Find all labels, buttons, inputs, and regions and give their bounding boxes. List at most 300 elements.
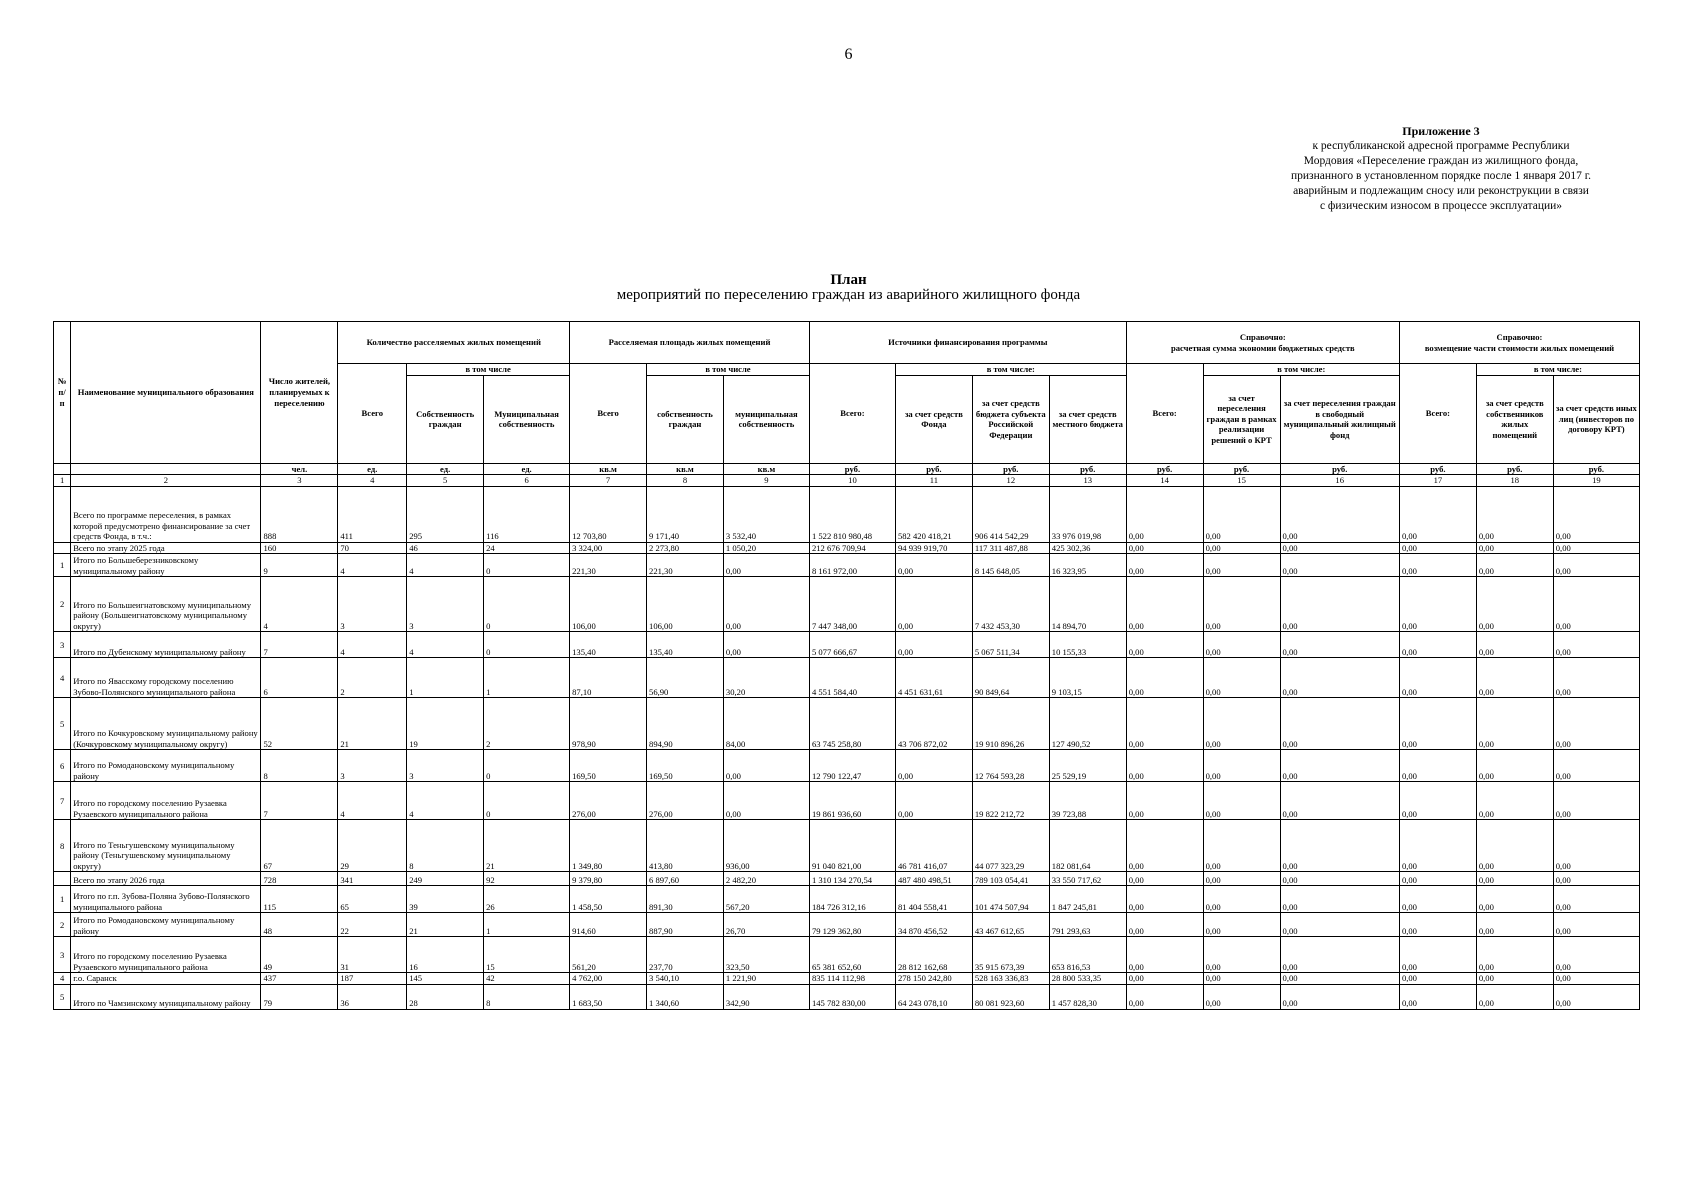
row-value: 169,50 (647, 750, 724, 782)
row-value: 0,00 (1476, 554, 1553, 577)
row-index: 4 (54, 658, 71, 698)
row-value: 0,00 (1553, 577, 1639, 632)
row-value: 0,00 (1553, 782, 1639, 820)
row-value: 0,00 (1553, 486, 1639, 542)
table-row (54, 750, 1640, 782)
row-value: 0,00 (1126, 782, 1203, 820)
column-number-cell: 5 (407, 475, 484, 487)
row-value: 0,00 (1126, 486, 1203, 542)
row-value: 0,00 (1280, 658, 1399, 698)
row-value: 33 550 717,62 (1049, 872, 1126, 886)
table-row (54, 486, 1640, 542)
row-value: 0,00 (1126, 632, 1203, 658)
row-value: 5 067 511,34 (972, 632, 1049, 658)
row-value: 276,00 (570, 782, 647, 820)
unit-cell: руб. (1203, 463, 1280, 475)
row-value: 115 (261, 886, 338, 913)
row-value: 65 (338, 886, 407, 913)
row-value: 101 474 507,94 (972, 886, 1049, 913)
header-eco-free: за счет переселения граждан в свободный муниципальный жилищный фонд (1280, 375, 1399, 463)
row-value: 94 939 919,70 (895, 542, 972, 554)
row-value: 342,90 (723, 984, 809, 1009)
row-value: 0,00 (1203, 872, 1280, 886)
row-value: 0,00 (1280, 698, 1399, 750)
row-value: 0,00 (1553, 632, 1639, 658)
row-value: 12 764 593,28 (972, 750, 1049, 782)
row-value: 0,00 (1399, 698, 1476, 750)
header-comp-incl: в том числе: (1476, 364, 1639, 376)
row-value: 0,00 (1126, 750, 1203, 782)
row-value: 582 420 418,21 (895, 486, 972, 542)
row-value: 0,00 (1553, 913, 1639, 937)
row-value: 0,00 (1126, 886, 1203, 913)
row-value: 7 432 453,30 (972, 577, 1049, 632)
row-value: 35 915 673,39 (972, 937, 1049, 973)
row-value: 0,00 (1203, 820, 1280, 872)
row-value: 0,00 (1399, 937, 1476, 973)
row-value: 10 155,33 (1049, 632, 1126, 658)
row-value: 0,00 (1553, 750, 1639, 782)
row-value: 249 (407, 872, 484, 886)
row-value: 1 457 828,30 (1049, 984, 1126, 1009)
unit-cell: кв.м (647, 463, 724, 475)
unit-cell (54, 463, 71, 475)
row-value: 0,00 (1126, 820, 1203, 872)
unit-cell: ед. (484, 463, 570, 475)
row-value: 0,00 (1280, 937, 1399, 973)
unit-cell: руб. (809, 463, 895, 475)
row-value: 0,00 (1126, 973, 1203, 985)
row-value: 21 (484, 820, 570, 872)
row-name: Итого по Большеигнатовскому муниципальному району (Большеигнатовскому муниципальному округу) (71, 577, 261, 632)
row-value: 0,00 (1476, 698, 1553, 750)
row-value: 0,00 (1553, 984, 1639, 1009)
row-value: 8 (261, 750, 338, 782)
row-value: 8 (484, 984, 570, 1009)
row-value: 0,00 (723, 750, 809, 782)
row-value: 1 310 134 270,54 (809, 872, 895, 886)
row-name: Итого по Чамзинскому муниципальному району (71, 984, 261, 1009)
row-value: 0,00 (1476, 632, 1553, 658)
header-area-total: Всего (570, 364, 647, 464)
row-value: 36 (338, 984, 407, 1009)
row-value: 0,00 (895, 577, 972, 632)
row-value: 1 (484, 658, 570, 698)
plan-title: План (830, 272, 867, 288)
table-row (54, 984, 1640, 1009)
row-value: 0,00 (1476, 937, 1553, 973)
row-value: 1 221,90 (723, 973, 809, 985)
row-value: 4 551 584,40 (809, 658, 895, 698)
row-value: 0,00 (1280, 886, 1399, 913)
row-value: 3 (407, 577, 484, 632)
row-value: 0,00 (1203, 984, 1280, 1009)
row-name: Итого по Теньгушевскому муниципальному району (Теньгушевскому муниципальному округу) (71, 820, 261, 872)
row-index: 4 (54, 973, 71, 985)
row-value: 891,30 (647, 886, 724, 913)
row-value: 0,00 (1553, 937, 1639, 973)
row-name: Всего по программе переселения, в рамках которой предусмотрено финансирование за счет средств Фонда, в т.ч.: (71, 486, 261, 542)
row-value: 0,00 (1399, 554, 1476, 577)
page-number: 6 (844, 46, 853, 63)
row-value: 46 781 416,07 (895, 820, 972, 872)
row-value: 7 (261, 632, 338, 658)
row-value: 1 683,50 (570, 984, 647, 1009)
header-group-rooms: Количество расселяемых жилых помещений (338, 322, 570, 364)
row-value: 127 490,52 (1049, 698, 1126, 750)
row-value: 221,30 (647, 554, 724, 577)
unit-cell: руб. (1553, 463, 1639, 475)
row-name: Итого по Ромодановскому муниципальному району (71, 913, 261, 937)
row-value: 39 (407, 886, 484, 913)
row-value: 341 (338, 872, 407, 886)
row-value: 0,00 (1203, 698, 1280, 750)
row-value: 0,00 (1203, 750, 1280, 782)
table-row (54, 577, 1640, 632)
header-fin-total: Всего: (809, 364, 895, 464)
row-value: 0,00 (1553, 658, 1639, 698)
appendix-line: аварийным и подлежащим сносу или реконструкции в связи (1293, 185, 1589, 197)
row-value: 15 (484, 937, 570, 973)
row-value: 0,00 (1399, 542, 1476, 554)
row-index: 3 (54, 937, 71, 973)
row-value: 936,00 (723, 820, 809, 872)
column-number-cell: 13 (1049, 475, 1126, 487)
row-value: 0,00 (1126, 698, 1203, 750)
column-number-cell: 19 (1553, 475, 1639, 487)
header-area-municipal: муниципальная собственность (723, 375, 809, 463)
row-value: 1 522 810 980,48 (809, 486, 895, 542)
header-eco-incl: в том числе: (1203, 364, 1399, 376)
row-value: 0,00 (1280, 750, 1399, 782)
row-value: 791 293,63 (1049, 913, 1126, 937)
row-value: 0 (484, 750, 570, 782)
row-value: 184 726 312,16 (809, 886, 895, 913)
appendix-line: признанного в установленном порядке после 1 января 2017 г. (1290, 170, 1592, 182)
row-name: Итого по Большеберезниковскому муниципальному району (71, 554, 261, 577)
header-fin-region: за счет средств бюджета субъекта Российской Федерации (972, 375, 1049, 463)
row-value: 19 (407, 698, 484, 750)
row-value: 978,90 (570, 698, 647, 750)
row-value: 0,00 (1126, 984, 1203, 1009)
row-value: 1 349,80 (570, 820, 647, 872)
row-value: 91 040 821,00 (809, 820, 895, 872)
header-rooms-total: Всего (338, 364, 407, 464)
unit-cell: руб. (895, 463, 972, 475)
unit-cell: руб. (1476, 463, 1553, 475)
row-value: 0 (484, 577, 570, 632)
row-value: 3 540,10 (647, 973, 724, 985)
row-value: 0,00 (723, 782, 809, 820)
header-comp-total: Всего: (1399, 364, 1476, 464)
row-value: 0 (484, 782, 570, 820)
row-value: 81 404 558,41 (895, 886, 972, 913)
row-value: 0,00 (1203, 973, 1280, 985)
table-row (54, 973, 1640, 985)
row-value: 1 340,60 (647, 984, 724, 1009)
row-value: 0,00 (1399, 886, 1476, 913)
row-value: 212 676 709,94 (809, 542, 895, 554)
row-value: 2 482,20 (723, 872, 809, 886)
row-name: Итого по Кочкуровскому муниципальному району (Кочкуровскому муниципальному округу) (71, 698, 261, 750)
row-value: 0,00 (1399, 782, 1476, 820)
table-row (54, 542, 1640, 554)
row-value: 0,00 (1126, 554, 1203, 577)
row-value: 29 (338, 820, 407, 872)
row-value: 0,00 (723, 632, 809, 658)
row-value: 92 (484, 872, 570, 886)
row-value: 1 458,50 (570, 886, 647, 913)
row-value: 0,00 (1476, 973, 1553, 985)
table-row (54, 886, 1640, 913)
unit-cell: руб. (972, 463, 1049, 475)
row-value: 31 (338, 937, 407, 973)
unit-cell: ед. (338, 463, 407, 475)
row-value: 0,00 (1553, 872, 1639, 886)
row-value: 0,00 (1203, 886, 1280, 913)
table-row (54, 872, 1640, 886)
header-group-compensation: Справочно: возмещение части стоимости жилых помещений (1399, 322, 1639, 364)
row-value: 21 (407, 913, 484, 937)
row-value: 0,00 (1280, 554, 1399, 577)
row-value: 19 861 936,60 (809, 782, 895, 820)
row-index (54, 542, 71, 554)
row-value: 4 (407, 554, 484, 577)
row-value: 0,00 (1280, 486, 1399, 542)
row-value: 3 (407, 750, 484, 782)
header-group-area: Расселяемая площадь жилых помещений (570, 322, 810, 364)
header-fin-fund: за счет средств Фонда (895, 375, 972, 463)
row-value: 4 (261, 577, 338, 632)
table-row (54, 698, 1640, 750)
row-value: 87,10 (570, 658, 647, 698)
row-value: 12 790 122,47 (809, 750, 895, 782)
row-value: 0,00 (895, 782, 972, 820)
row-value: 26,70 (723, 913, 809, 937)
unit-cell: руб. (1399, 463, 1476, 475)
row-value: 0,00 (1476, 872, 1553, 886)
row-name: г.о. Саранск (71, 973, 261, 985)
row-value: 894,90 (647, 698, 724, 750)
row-value: 0,00 (1476, 750, 1553, 782)
row-value: 237,70 (647, 937, 724, 973)
row-value: 0,00 (1203, 542, 1280, 554)
row-value: 169,50 (570, 750, 647, 782)
row-value: 0,00 (1476, 820, 1553, 872)
row-value: 728 (261, 872, 338, 886)
row-value: 0,00 (1126, 937, 1203, 973)
table-row (54, 554, 1640, 577)
row-value: 182 081,64 (1049, 820, 1126, 872)
row-value: 4 (338, 782, 407, 820)
header-area-private: собственность граждан (647, 375, 724, 463)
row-value: 0,00 (1280, 542, 1399, 554)
row-value: 135,40 (570, 632, 647, 658)
column-number-cell: 10 (809, 475, 895, 487)
row-index: 3 (54, 632, 71, 658)
header-area-incl: в том числе (647, 364, 810, 376)
unit-cell: ед. (407, 463, 484, 475)
row-value: 411 (338, 486, 407, 542)
row-value: 7 447 348,00 (809, 577, 895, 632)
row-value: 0,00 (1280, 577, 1399, 632)
row-value: 28 (407, 984, 484, 1009)
row-index (54, 486, 71, 542)
row-value: 9 379,80 (570, 872, 647, 886)
row-value: 2 273,80 (647, 542, 724, 554)
row-value: 0,00 (1476, 782, 1553, 820)
row-value: 106,00 (570, 577, 647, 632)
column-number-cell: 8 (647, 475, 724, 487)
row-index: 1 (54, 886, 71, 913)
row-value: 14 894,70 (1049, 577, 1126, 632)
column-number-cell: 9 (723, 475, 809, 487)
row-index: 2 (54, 577, 71, 632)
row-value: 487 480 498,51 (895, 872, 972, 886)
row-value: 84,00 (723, 698, 809, 750)
header-residents: Число жителей, планируемых к переселению (261, 322, 338, 464)
table-row (54, 937, 1640, 973)
column-number-cell: 2 (71, 475, 261, 487)
unit-cell (71, 463, 261, 475)
header-fin-incl: в том числе: (895, 364, 1126, 376)
row-value: 0,00 (1476, 886, 1553, 913)
row-name: Итого по Ромодановскому муниципальному району (71, 750, 261, 782)
row-value: 323,50 (723, 937, 809, 973)
header-eco-krt: за счет переселения граждан в рамках реализации решений о КРТ (1203, 375, 1280, 463)
unit-cell: руб. (1049, 463, 1126, 475)
row-value: 16 (407, 937, 484, 973)
row-value: 4 (338, 632, 407, 658)
column-number-cell: 16 (1280, 475, 1399, 487)
row-value: 21 (338, 698, 407, 750)
appendix-title: Приложение 3 (1402, 124, 1480, 138)
row-value: 0,00 (1399, 820, 1476, 872)
row-value: 8 (407, 820, 484, 872)
row-value: 888 (261, 486, 338, 542)
column-number-cell: 3 (261, 475, 338, 487)
row-value: 0,00 (1126, 913, 1203, 937)
row-value: 22 (338, 913, 407, 937)
row-value: 0,00 (1280, 913, 1399, 937)
row-index (54, 872, 71, 886)
row-value: 906 414 542,29 (972, 486, 1049, 542)
unit-cell: чел. (261, 463, 338, 475)
row-value: 67 (261, 820, 338, 872)
header-comp-investors: за счет средств иных лиц (инвесторов по договору КРТ) (1553, 375, 1639, 463)
row-value: 1 050,20 (723, 542, 809, 554)
row-value: 1 847 245,81 (1049, 886, 1126, 913)
table-body (54, 486, 1640, 1009)
header-eco-total: Всего: (1126, 364, 1203, 464)
row-value: 0,00 (895, 554, 972, 577)
row-index: 6 (54, 750, 71, 782)
row-value: 19 910 896,26 (972, 698, 1049, 750)
row-value: 0,00 (1126, 577, 1203, 632)
appendix-line: Мордовия «Переселение граждан из жилищного фонда, (1303, 155, 1579, 167)
row-value: 70 (338, 542, 407, 554)
row-value: 653 816,53 (1049, 937, 1126, 973)
row-value: 3 324,00 (570, 542, 647, 554)
row-index: 7 (54, 782, 71, 820)
row-value: 425 302,36 (1049, 542, 1126, 554)
row-value: 0,00 (1203, 554, 1280, 577)
row-value: 0,00 (1476, 542, 1553, 554)
row-value: 295 (407, 486, 484, 542)
row-value: 6 897,60 (647, 872, 724, 886)
row-value: 42 (484, 973, 570, 985)
row-value: 39 723,88 (1049, 782, 1126, 820)
row-value: 8 145 648,05 (972, 554, 1049, 577)
plan-subtitle: мероприятий по переселению граждан из аварийного жилищного фонда (616, 287, 1081, 303)
column-number-cell: 11 (895, 475, 972, 487)
row-value: 116 (484, 486, 570, 542)
row-value: 0,00 (1553, 820, 1639, 872)
row-value: 19 822 212,72 (972, 782, 1049, 820)
row-value: 64 243 078,10 (895, 984, 972, 1009)
row-value: 117 311 487,88 (972, 542, 1049, 554)
header-rooms-municipal: Муниципальная собственность (484, 375, 570, 463)
row-value: 160 (261, 542, 338, 554)
row-value: 0,00 (1126, 658, 1203, 698)
row-value: 2 (484, 698, 570, 750)
appendix-line: с физическим износом в процессе эксплуатации» (1319, 200, 1563, 212)
table-header (54, 322, 1640, 487)
row-value: 567,20 (723, 886, 809, 913)
row-value: 34 870 456,52 (895, 913, 972, 937)
row-value: 79 (261, 984, 338, 1009)
row-value: 3 532,40 (723, 486, 809, 542)
header-rooms-private: Собственность граждан (407, 375, 484, 463)
row-value: 145 782 830,00 (809, 984, 895, 1009)
row-value: 145 (407, 973, 484, 985)
column-number-cell: 18 (1476, 475, 1553, 487)
header-rooms-incl: в том числе (407, 364, 570, 376)
row-value: 90 849,64 (972, 658, 1049, 698)
row-value: 0,00 (1126, 542, 1203, 554)
row-value: 0,00 (1203, 486, 1280, 542)
row-value: 0,00 (1476, 913, 1553, 937)
row-value: 0,00 (1553, 542, 1639, 554)
row-value: 0,00 (1476, 577, 1553, 632)
table-row (54, 658, 1640, 698)
row-value: 9 171,40 (647, 486, 724, 542)
appendix-block (1251, 124, 1631, 214)
unit-cell: руб. (1280, 463, 1399, 475)
row-value: 52 (261, 698, 338, 750)
row-value: 24 (484, 542, 570, 554)
row-value: 0,00 (1280, 632, 1399, 658)
column-number-cell: 12 (972, 475, 1049, 487)
unit-cell: руб. (1126, 463, 1203, 475)
column-number-row (54, 475, 1640, 487)
table-row (54, 913, 1640, 937)
header-name: Наименование муниципального образования (71, 322, 261, 464)
table-row (54, 820, 1640, 872)
row-value: 0,00 (1203, 577, 1280, 632)
row-value: 46 (407, 542, 484, 554)
row-value: 187 (338, 973, 407, 985)
row-value: 887,90 (647, 913, 724, 937)
row-value: 3 (338, 577, 407, 632)
row-value: 4 (407, 632, 484, 658)
column-number-cell: 1 (54, 475, 71, 487)
row-value: 0 (484, 554, 570, 577)
row-value: 1 (484, 913, 570, 937)
row-value: 0,00 (1203, 632, 1280, 658)
row-value: 0,00 (1203, 913, 1280, 937)
row-value: 0,00 (1399, 984, 1476, 1009)
